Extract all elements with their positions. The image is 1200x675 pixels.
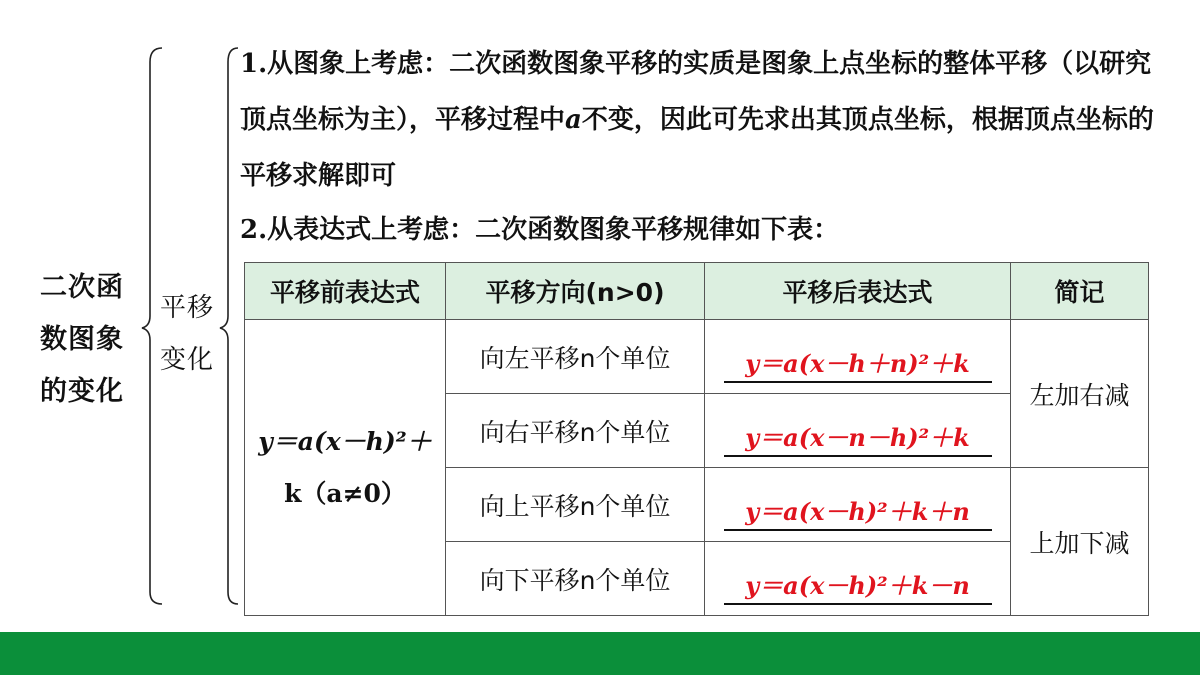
- header-before: 平移前表达式: [245, 263, 446, 320]
- root-topic-title: 二次函数图象的变化: [40, 272, 124, 407]
- direction-cell: 向左平移n个单位: [446, 320, 705, 394]
- header-direction: 平移方向(n>0): [446, 263, 705, 320]
- result-cell: [705, 394, 1011, 468]
- result-cell: [705, 542, 1011, 616]
- point-2-paragraph: [240, 206, 1170, 254]
- point-1-text: 从图象上考虑：二次函数图象平移的实质是图象上点坐标的整体平移（以研究顶点坐标为主），平移过程中: [240, 49, 1152, 135]
- translation-table: [244, 262, 1149, 616]
- point-2-text: 从表达式上考虑：二次函数图象平移规律如下表：: [267, 215, 840, 245]
- answer-text: y＝a(x－n－h)²＋k: [724, 414, 992, 457]
- direction-cell: 向右平移n个单位: [446, 394, 705, 468]
- table-row: [245, 320, 1149, 394]
- point-1-text-after: 不变，因此可先求出其顶点坐标，根据顶点坐标的平移求解即可: [240, 105, 1154, 191]
- point-1-number: 1.: [240, 49, 268, 79]
- direction-cell: 向上平移n个单位: [446, 468, 705, 542]
- direction-cell: 向下平移n个单位: [446, 542, 705, 616]
- footer-bar: [0, 632, 1200, 675]
- header-after: 平移后表达式: [705, 263, 1011, 320]
- table-header-row: [245, 263, 1149, 320]
- note-cell: 上加下减: [1011, 468, 1149, 616]
- result-cell: [705, 468, 1011, 542]
- note-cell: 左加右减: [1011, 320, 1149, 468]
- point-1-var: a: [565, 105, 582, 135]
- original-expr-line1: y＝a(x－h)²＋: [258, 426, 432, 456]
- answer-text: y＝a(x－h)²＋k＋n: [724, 488, 992, 531]
- result-cell: [705, 320, 1011, 394]
- original-expr-line2: k（a≠0）: [284, 478, 406, 508]
- sub-topic-title: 平移变化: [160, 293, 215, 375]
- header-note: 简记: [1011, 263, 1149, 320]
- point-2-number: 2.: [240, 215, 268, 245]
- point-1-paragraph: [240, 36, 1170, 204]
- original-expression-cell: [245, 320, 446, 616]
- answer-text: y＝a(x－h)²＋k－n: [724, 562, 992, 605]
- answer-text: y＝a(x－h＋n)²＋k: [724, 340, 992, 383]
